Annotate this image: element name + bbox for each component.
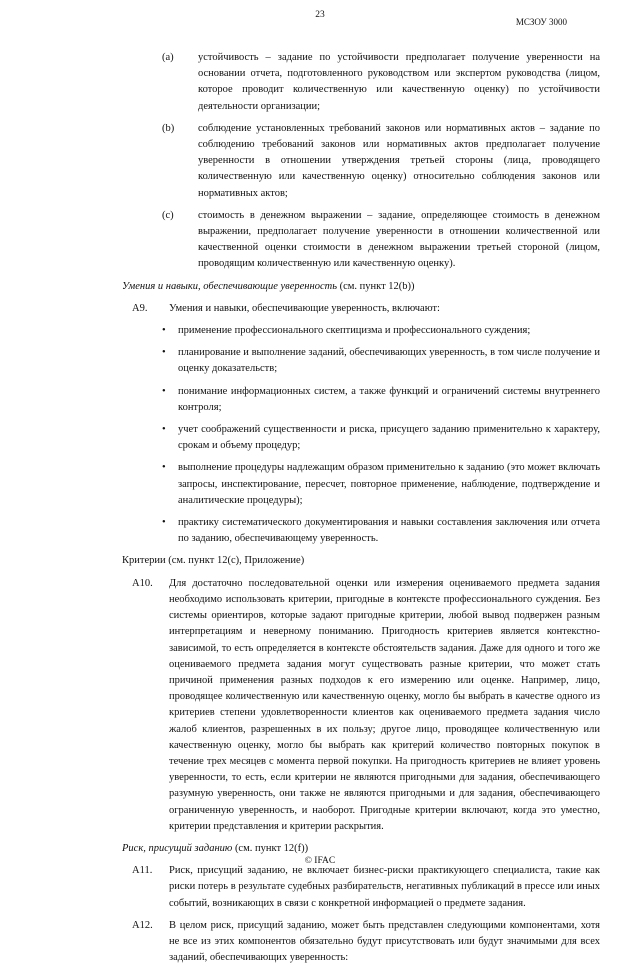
paragraph-text: В целом риск, присущий заданию, может быть представлен следующими компонентами, хотя не все из этих компонентов обязательно будут присутствовать или будут значимыми для всех заданий, обеспечивающих уверенность: — [169, 919, 600, 964]
paragraph-a10 — [122, 576, 600, 835]
paragraph-a9 — [122, 301, 600, 317]
subheading-reference: (см. пункт 12(f)) — [232, 842, 309, 854]
bullet-icon: • — [162, 517, 166, 529]
list-marker: (c) — [162, 209, 174, 221]
paragraph-number: A10. — [132, 577, 153, 589]
bullet-text: практику систематического документирования и навыки составления заключения или отчета по заданию, обеспечивающему уверенность. — [178, 517, 600, 545]
paragraph-number: A12. — [132, 919, 153, 931]
paragraph-number: A11. — [132, 865, 153, 877]
bullet-icon: • — [162, 325, 166, 337]
bullet-item — [122, 323, 600, 339]
bullet-text: применение профессионального скептицизма и профессионального суждения; — [178, 325, 531, 337]
paragraph-a12 — [122, 918, 600, 967]
footer-copyright: © IFAC — [304, 856, 336, 866]
bullet-text: учет соображений существенности и риска, присущего заданию применительно к характеру, срокам и объему процедур; — [178, 424, 600, 452]
standard-code: МСЗОУ 3000 — [515, 17, 567, 27]
bullet-item — [122, 422, 600, 454]
list-item-text: соблюдение установленных требований законов или нормативных актов – задание по соблюдению требований законов или нормативных актов предполагает получение уверенности в отношении утверждения третьей стороны (лица, проводящего количественную или качественную оценку) относительно соблюдения законов или нормативных актов; — [198, 122, 600, 199]
paragraph-text: Для достаточно последовательной оценки или измерения оцениваемого предмета задания необходимо использовать критерии, пригодные в контексте профессионального суждения. Без системы ориентиров, которые задают пригодные критерии, любой вывод подвержен разным интерпретациям и неверному пониманию. Пригодность критериев является контекстно-зависимой, то есть определяется в контексте обстоятельств задания. Даже для одного и того же оцениваемого предмета задания могут существовать разные критерии, что может стать причиной применения разных подходов к его измерению или оценке. Например, лицо, проводящее количественную или качественную оценку, могло бы выбрать в качестве одного из критериев степени удовлетворенности клиентов как оцениваемого предмета задания число жалоб клиентов, разрешенных в их пользу; другое лицо, проводящее количественную или качественную оценку, могло бы выбрать как критерий количество повторных покупок в течение трех месяцев с момента первой покупки. На пригодность критериев не влияет уровень уверенности, то есть, если критерии не являются пригодными для задания, обеспечивающего разумную уверенность, они также не являются пригодными и для задания, обеспечивающего ограниченную уверенность, и наоборот. Пригодные критерии включают, когда это уместно, критерии представления и критерии раскрытия. — [169, 577, 600, 832]
list-item-text: стоимость в денежном выражении – задание, определяющее стоимость в денежном выражении, предполагает получение уверенности в отношении количественной или качественной оценки стоимости в денежном выражении третьей стороной (лицом, проводящим количественную или качественную оценку). — [198, 209, 600, 270]
paragraph-text: Умения и навыки, обеспечивающие уверенность, включают: — [169, 302, 440, 314]
subheading-criteria: Критерии (см. пункт 12(c), Приложение) — [122, 555, 305, 567]
list-marker: (a) — [162, 52, 174, 63]
subheading-skills — [122, 279, 600, 295]
bullet-icon: • — [162, 462, 166, 474]
bullet-text: планирование и выполнение заданий, обеспечивающих уверенность, в том числе получение и оценку доказательств; — [178, 347, 600, 375]
paragraph-number: A9. — [132, 302, 148, 314]
bullet-item — [122, 345, 600, 377]
list-item — [122, 50, 600, 115]
list-item — [122, 208, 600, 273]
bullet-item — [122, 460, 600, 509]
subheading-risk — [122, 841, 600, 857]
page-number: 23 — [315, 10, 325, 20]
bullet-item — [122, 384, 600, 416]
subheading-title: Умения и навыки, обеспечивающие уверенность — [122, 280, 337, 292]
subheading-reference: (см. пункт 12(b)) — [336, 280, 415, 292]
paragraph-text: Риск, присущий заданию, не включает бизнес-риски практикующего специалиста, такие как риски потерь в результате судебных разбирательств, негативных публикаций в прессе или иных событий, возникающих в связи с конкретной информацией о предмете задания. — [169, 865, 600, 909]
list-marker: (b) — [162, 122, 175, 134]
bullet-item — [122, 515, 600, 547]
bullet-icon: • — [162, 385, 166, 397]
paragraph-a11 — [122, 863, 600, 912]
bullet-text: выполнение процедуры надлежащим образом применительно к заданию (это может включать запросы, инспектирование, пересчет, повторное применение, наблюдение, подтверждение и аналитические процедуры); — [178, 462, 600, 506]
subheading-title: Риск, присущий заданию — [122, 842, 233, 854]
page-body — [122, 50, 600, 972]
list-item-text: устойчивость – задание по устойчивости предполагает получение уверенности на основании отчета, подготовленного руководством или экспертом руководства (лицом, которое проводит количественную или качественную оценку) по устойчивости деятельности организации; — [198, 52, 600, 112]
bullet-icon: • — [162, 347, 166, 359]
bullet-icon: • — [162, 424, 166, 436]
bullet-text: понимание информационных систем, а также функций и ограничений системы внутреннего контроля; — [178, 385, 600, 413]
list-item — [122, 121, 600, 202]
